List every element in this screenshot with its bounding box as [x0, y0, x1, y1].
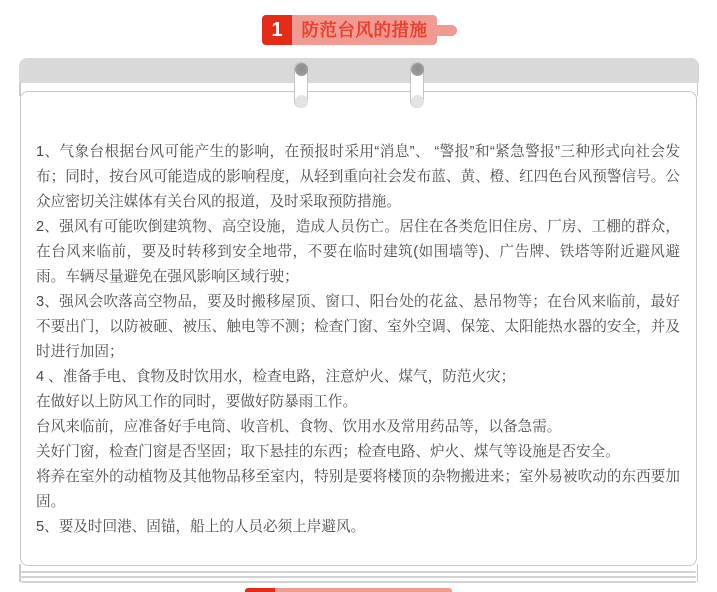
notebook-page [20, 91, 697, 566]
section-number: 1 [262, 15, 292, 45]
binder-ring-top-cap [295, 63, 308, 76]
binder-ring-top-cap [411, 63, 424, 76]
measure-paragraph: 在做好以上防风工作的同时，要做好防暴雨工作。 [36, 394, 358, 410]
binder-ring-bottom-cap [295, 95, 308, 108]
stacked-sheet-edge [21, 581, 696, 583]
measure-paragraph: 台风来临前，应准备好手电筒、收音机、食物、饮用水及常用药品等，以备急需。 [36, 419, 562, 435]
section-title: 防范台风的措施 [292, 15, 437, 45]
section-badge-tab-decoration [437, 25, 457, 36]
next-section-number-box [245, 588, 275, 592]
section-header-badge [262, 15, 457, 45]
binder-ring-right [410, 62, 424, 108]
binder-band [19, 58, 699, 83]
page-edge-left-bottom [19, 564, 21, 582]
measure-paragraph: 将养在室外的动植物及其他物品移至室内，特别是要将楼顶的杂物搬进来；室外易被吹动的东西要加固。 [36, 469, 680, 510]
measure-paragraph: 5、要及时回港、固锚，船上的人员必须上岸避风。 [36, 519, 366, 535]
next-section-title-bar [275, 588, 452, 592]
measures-text [21, 92, 696, 540]
measure-paragraph: 关好门窗，检查门窗是否坚固；取下悬挂的东西；检查电路、炉火、煤气等设施是否安全。 [36, 444, 620, 460]
measure-paragraph: 4 、准备手电、食物及时饮用水，检查电路，注意炉火、煤气，防范火灾； [36, 369, 516, 385]
measure-paragraph: 1、气象台根据台风可能产生的影响，在预报时采用“消息”、 “警报”和“紧急警报”三种形式向社会发布；同时，按台风可能造成的影响程度，从轻到重向社会发布蓝、黄、橙、红四色台风预警信号。公众应密切关注媒体有关台风的报道，及时采取预防措施。 [36, 144, 680, 210]
measure-paragraph: 2、强风有可能吹倒建筑物、高空设施，造成人员伤亡。居住在各类危旧住房、厂房、工棚的群众，在台风来临前，要及时转移到安全地带，不要在临时建筑(如围墙等)、广告牌、铁塔等附近避风避雨。车辆尽量避免在强风影响区域行驶； [36, 219, 680, 285]
next-section-badge-sliver [245, 588, 452, 592]
measure-paragraph: 3、强风会吹落高空物品，要及时搬移屋顶、窗口、阳台处的花盆、悬吊物等；在台风来临前，最好不要出门，以防被砸、被压、触电等不测；检查门窗、室外空调、保笼、太阳能热水器的安全，并及时进行加固； [36, 294, 680, 360]
page-edge-right-bottom [697, 564, 699, 582]
page-edge-right-top [697, 82, 699, 96]
binder-ring-left [294, 62, 308, 108]
stacked-sheet-edge [21, 576, 696, 578]
stacked-sheet-edge [21, 571, 696, 573]
binder-ring-bottom-cap [411, 95, 424, 108]
